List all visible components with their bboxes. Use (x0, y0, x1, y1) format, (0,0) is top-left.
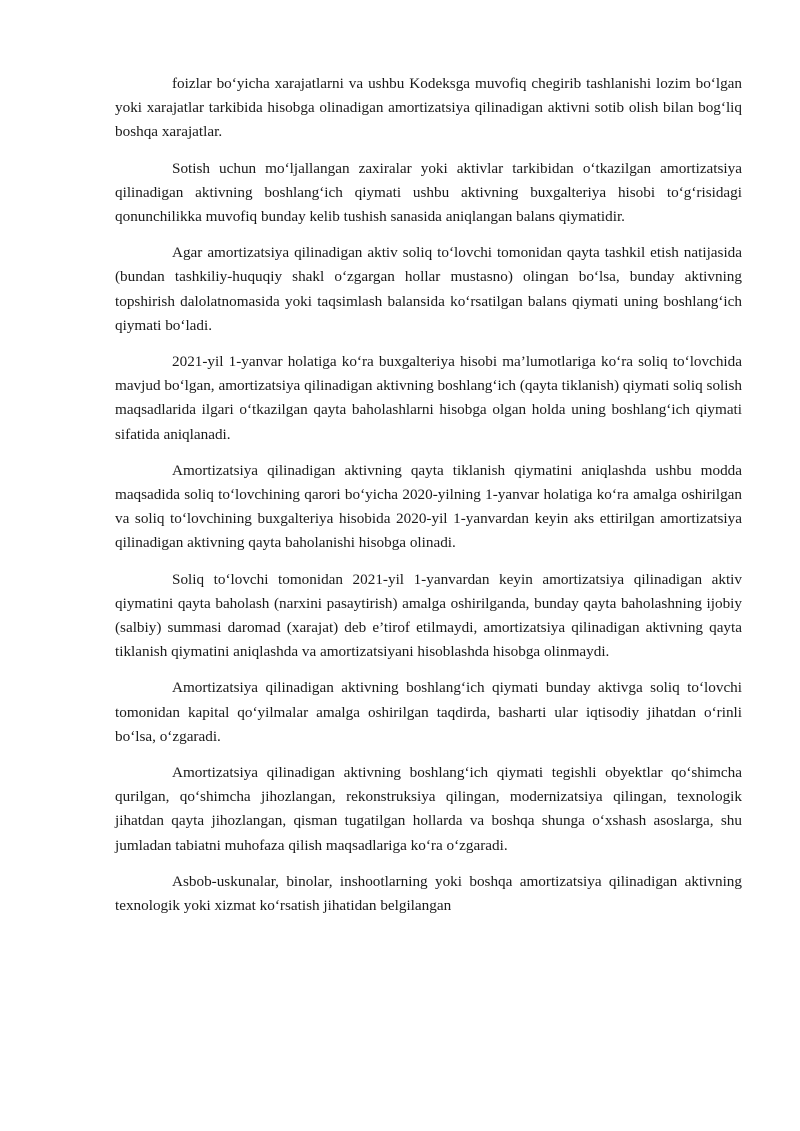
paragraph: Amortizatsiya qilinadigan aktivning boshlang‘ich qiymati tegishli obyektlar qo‘shimcha qurilgan, qo‘shimcha jihozlangan, rekonstruksiya qilingan, modernizatsiya qilingan, texnologik jihatdan qayta jihozlangan, qisman tugatilgan hollarda va boshqa shunga o‘xshash asoslarga, shu jumladan tabiatni muhofaza qilish maqsadlariga ko‘ra o‘zgaradi. (115, 764, 742, 854)
paragraph: Amortizatsiya qilinadigan aktivning qayta tiklanish qiymatini aniqlashda ushbu modda maqsadida soliq to‘lovchining qarori bo‘yicha 2020-yilning 1-yanvar holatiga ko‘ra amalga oshirilgan va soliq to‘lovchining buxgalteriya hisobida 2020-yil 1-yanvardan keyin aks ettirilgan amortizatsiya qilinadigan aktivning qayta baholanishi hisobga olinadi. (115, 461, 742, 552)
paragraph-continued: foizlar bo‘yicha xarajatlarni va ushbu Kodeksga muvofiq chegirib tashlanishi lozim bo‘lgan yoki xarajatlar tarkibida hisobga olinadigan amortizatsiya qilinadigan aktivni sotib olish bilan bog‘liq boshqa xarajatlar. (115, 75, 742, 141)
paragraph-truncated: Asbob-uskunalar, binolar, inshootlarning yoki boshqa amortizatsiya qilinadigan aktivning texnologik yoki xizmat ko‘rsatish jihatidan belgilangan (115, 872, 742, 915)
paragraph: 2021-yil 1-yanvar holatiga ko‘ra buxgalteriya hisobi ma’lumotlariga ko‘ra soliq to‘lovchida mavjud bo‘lgan, amortizatsiya qilinadigan aktivning boshlang‘ich (qayta tiklanish) qiymati soliq solish maqsadlarida ilgari o‘tkazilgan qayta baholashlarni hisobga olgan holda uning boshlang‘ich qiymati sifatida aniqlanadi. (115, 353, 742, 443)
paragraph: Sotish uchun mo‘ljallangan zaxiralar yoki aktivlar tarkibidan o‘tkazilgan amortizatsiya qilinadigan aktivning boshlang‘ich qiymati ushbu aktivning buxgalteriya hisobi to‘g‘risidagi qonunchilikka muvofiq bunday kelib tushish sanasida aniqlangan balans qiymatidir. (115, 159, 742, 226)
paragraph: Agar amortizatsiya qilinadigan aktiv soliq to‘lovchi tomonidan qayta tashkil etish natijasida (bundan tashkiliy-huquqiy shakl o‘zgargan hollar mustasno) olingan bo‘lsa, bunday aktivning topshirish dalolatnomasida yoki taqsimlash balansida ko‘rsatilgan balans qiymati uning boshlang‘ich qiymati bo‘ladi. (115, 244, 742, 334)
paragraph: Amortizatsiya qilinadigan aktivning boshlang‘ich qiymati bunday aktivga soliq to‘lovchi tomonidan kapital qo‘yilmalar amalga oshirilgan taqdirda, basharti ular iqtisodiy jihatdan o‘rinli bo‘lsa, o‘zgaradi. (115, 679, 742, 745)
paragraph: Soliq to‘lovchi tomonidan 2021-yil 1-yanvardan keyin amortizatsiya qilinadigan aktiv qiymatini qayta baholash (narxini pasaytirish) amalga oshirilganda, bunday qayta baholashning ijobiy (salbiy) summasi daromad (xarajat) deb e’tirof etilmaydi, amortizatsiya qilinadigan aktivning qayta tiklanish qiymatini aniqlashda va amortizatsiyani hisoblashda hisobga olinmaydi. (115, 570, 742, 661)
